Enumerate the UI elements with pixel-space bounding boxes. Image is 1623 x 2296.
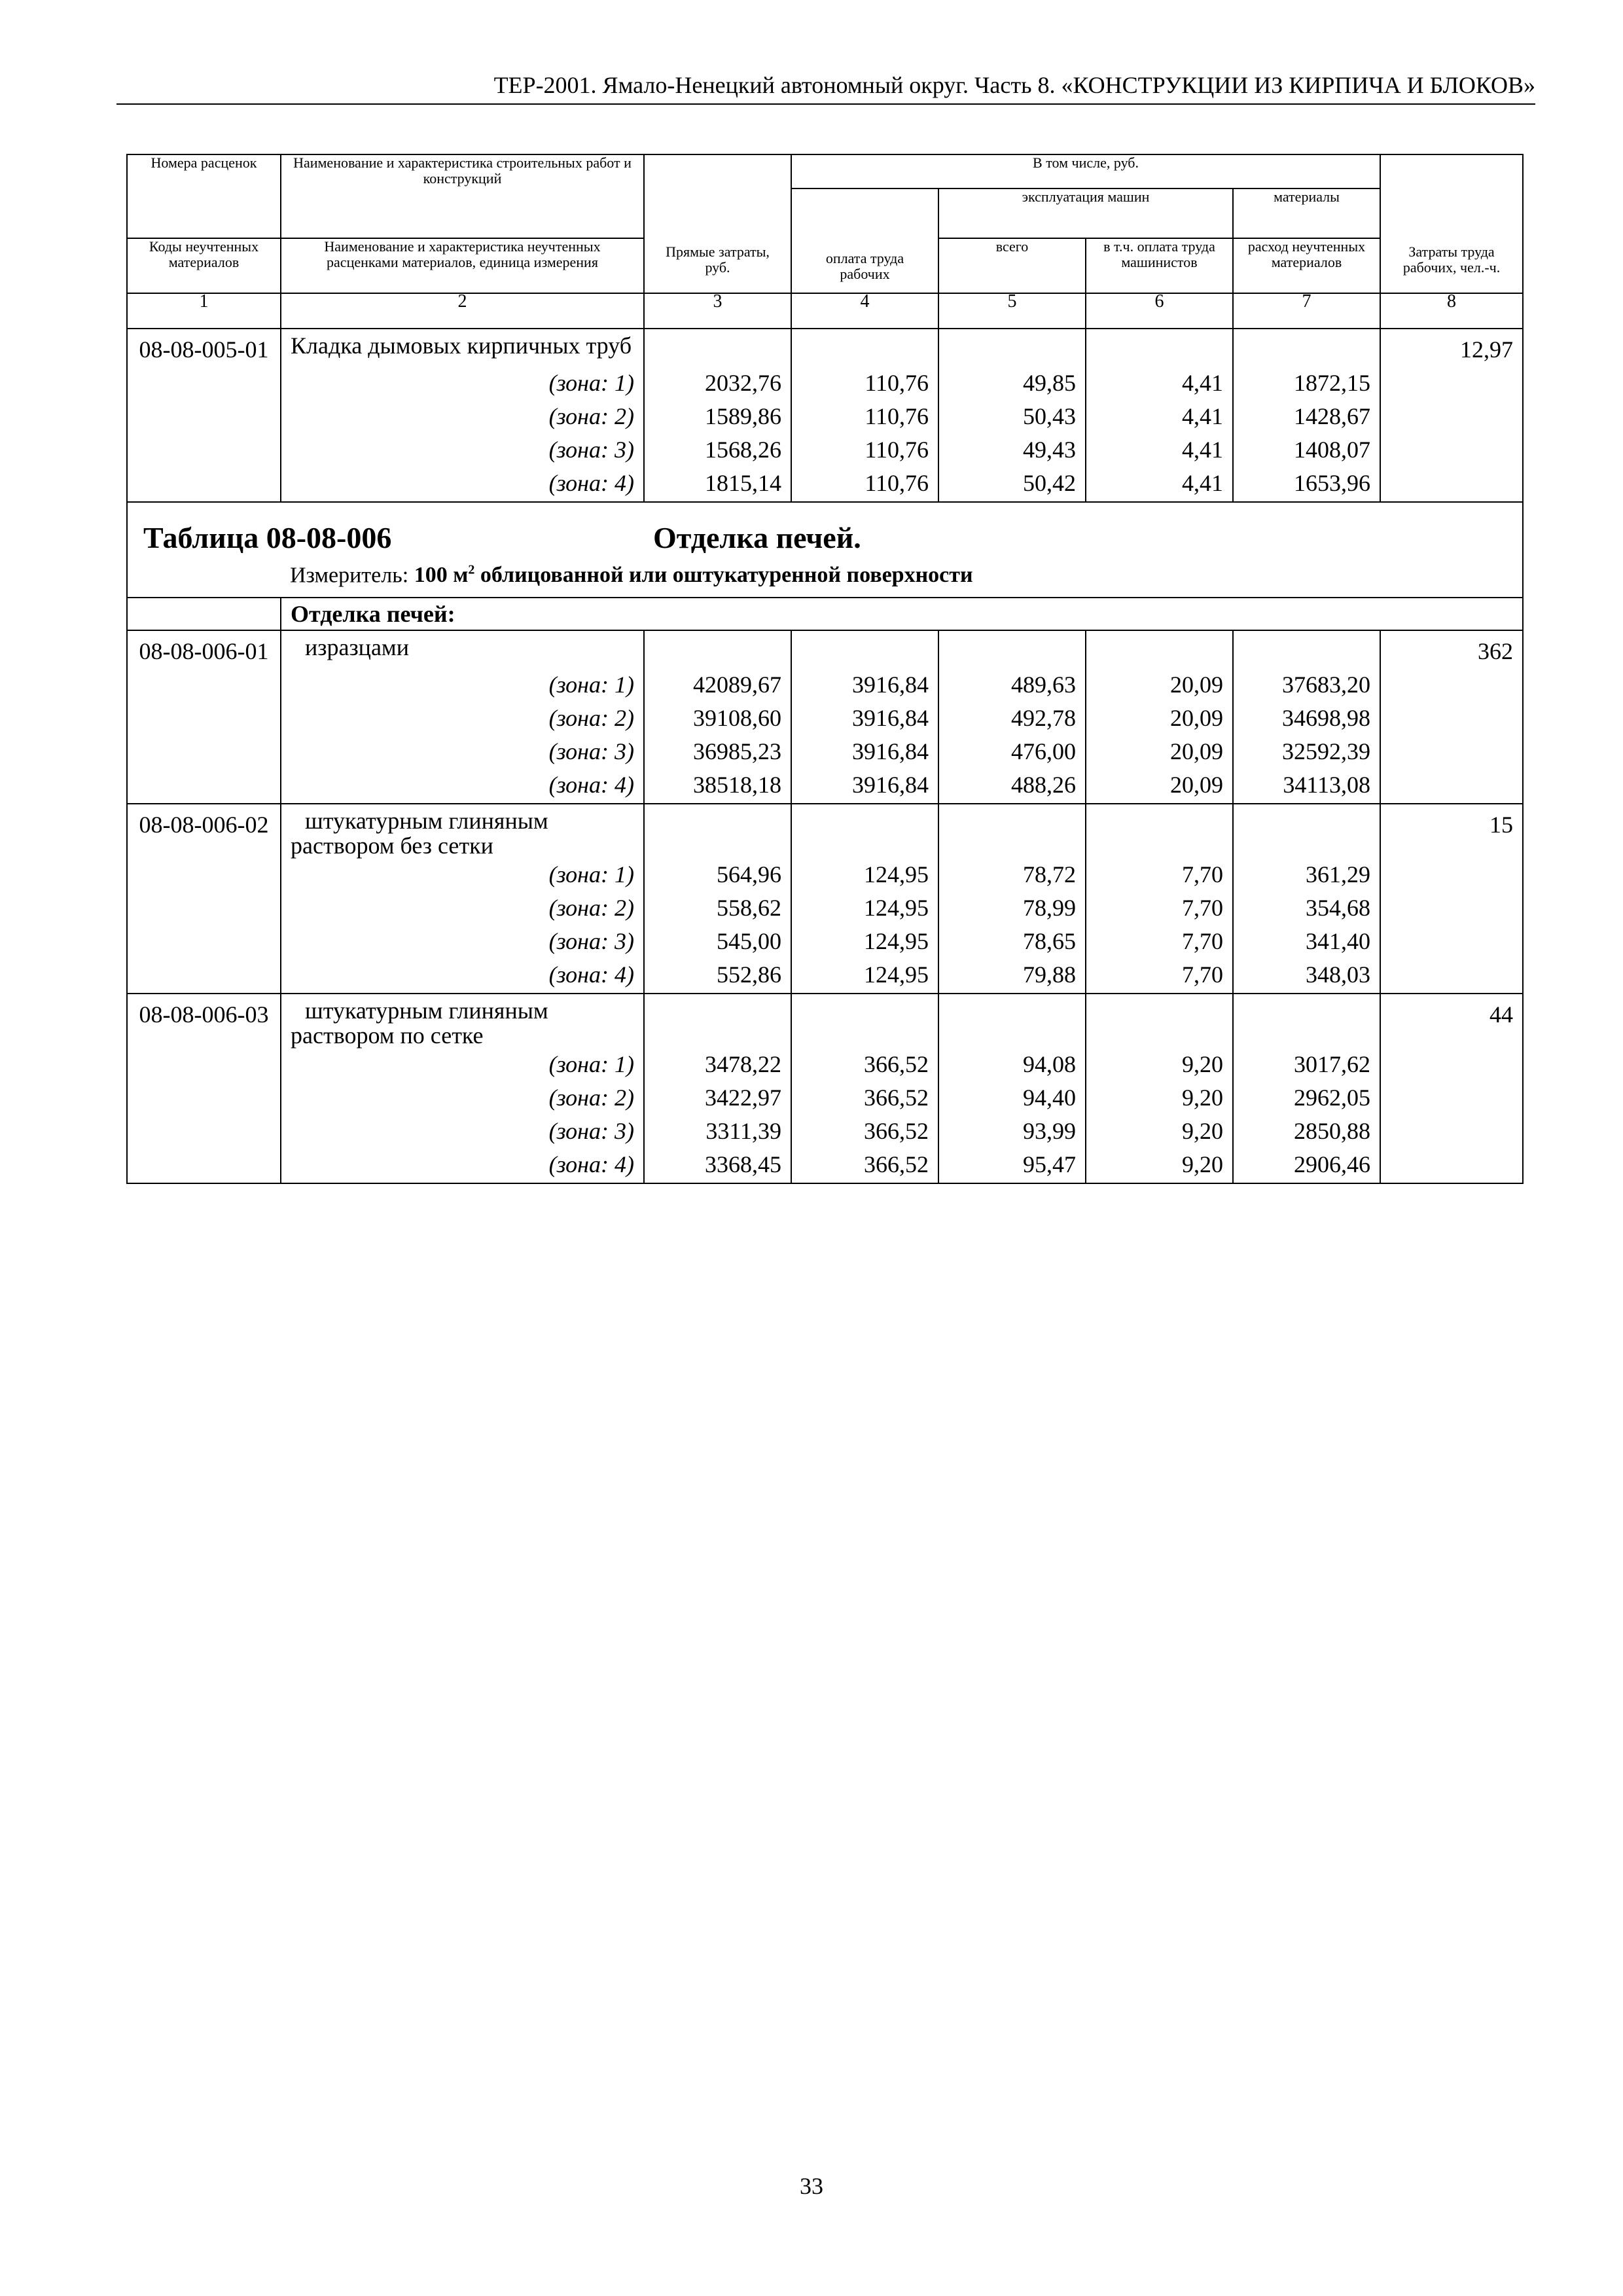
zone-row — [127, 1148, 1523, 1183]
wages-cost: 3916,84 — [791, 735, 938, 768]
page-header: ТЕР-2001. Ямало-Ненецкий автономный округ. Часть 8. «КОНСТРУКЦИИ ИЗ КИРПИЧА И БЛОКОВ» — [493, 72, 1535, 98]
zone-row — [127, 1081, 1523, 1115]
empty-cell — [1380, 467, 1523, 502]
col-materials: расход неучтенных материалов — [1233, 238, 1380, 293]
zone-label: (зона: 1) — [281, 367, 644, 400]
empty-cell — [644, 804, 791, 858]
group-materials: материалы — [1233, 188, 1380, 238]
rate-name: штукатурным глиняным раствором без сетки — [281, 804, 644, 858]
empty-cell — [127, 1148, 281, 1183]
direct-cost: 1815,14 — [644, 467, 791, 502]
group-incl: В том числе, руб. — [791, 154, 1380, 188]
direct-cost: 3311,39 — [644, 1115, 791, 1148]
direct-cost: 545,00 — [644, 925, 791, 958]
empty-cell — [1380, 958, 1523, 994]
empty-cell — [127, 668, 281, 702]
machines-cost: 95,47 — [938, 1148, 1086, 1183]
machines-cost: 49,43 — [938, 433, 1086, 467]
empty-cell — [127, 1081, 281, 1115]
zone-row — [127, 768, 1523, 804]
wages-cost: 110,76 — [791, 433, 938, 467]
direct-cost: 558,62 — [644, 891, 791, 925]
materials-cost: 37683,20 — [1233, 668, 1380, 702]
labor-cost: 15 — [1380, 804, 1523, 858]
materials-cost: 1408,07 — [1233, 433, 1380, 467]
table-name: Отделка печей. — [653, 521, 861, 554]
empty-cell — [1380, 1048, 1523, 1081]
empty-cell — [1233, 804, 1380, 858]
empty-cell — [1380, 768, 1523, 804]
col-number: 3 — [644, 293, 791, 329]
empty-cell — [127, 1115, 281, 1148]
materials-cost: 2906,46 — [1233, 1148, 1380, 1183]
direct-cost: 3478,22 — [644, 1048, 791, 1081]
zone-row — [127, 1048, 1523, 1081]
empty-cell — [1380, 735, 1523, 768]
zone-label: (зона: 2) — [281, 400, 644, 433]
materials-cost: 348,03 — [1233, 958, 1380, 994]
machines-cost: 489,63 — [938, 668, 1086, 702]
zone-label: (зона: 3) — [281, 433, 644, 467]
rate-name: штукатурным глиняным раствором по сетке — [281, 994, 644, 1048]
machines-cost: 488,26 — [938, 768, 1086, 804]
empty-cell — [644, 630, 791, 668]
empty-cell — [1380, 1081, 1523, 1115]
col-number: 5 — [938, 293, 1086, 329]
machines-wages-cost: 20,09 — [1086, 668, 1233, 702]
zone-row — [127, 367, 1523, 400]
rate-code: 08-08-006-03 — [127, 994, 281, 1048]
zone-label: (зона: 3) — [281, 1115, 644, 1148]
col-machines-total: всего — [938, 238, 1086, 293]
meter-sup: 2 — [468, 563, 475, 577]
machines-cost: 94,40 — [938, 1081, 1086, 1115]
machines-cost: 94,08 — [938, 1048, 1086, 1081]
empty-cell — [127, 400, 281, 433]
empty-cell — [791, 630, 938, 668]
zone-row — [127, 668, 1523, 702]
zone-row — [127, 702, 1523, 735]
col-labor: Затраты труда рабочих, чел.-ч. — [1380, 154, 1523, 293]
materials-cost: 2850,88 — [1233, 1115, 1380, 1148]
direct-cost: 552,86 — [644, 958, 791, 994]
machines-wages-cost: 4,41 — [1086, 433, 1233, 467]
direct-cost: 36985,23 — [644, 735, 791, 768]
zone-label: (зона: 4) — [281, 1148, 644, 1183]
direct-cost: 42089,67 — [644, 668, 791, 702]
machines-wages-cost: 7,70 — [1086, 925, 1233, 958]
block-08-08-006 — [127, 630, 1523, 1183]
zone-label: (зона: 3) — [281, 735, 644, 768]
materials-cost: 34698,98 — [1233, 702, 1380, 735]
empty-cell — [1380, 925, 1523, 958]
zone-label: (зона: 3) — [281, 925, 644, 958]
direct-cost: 1589,86 — [644, 400, 791, 433]
materials-cost: 1872,15 — [1233, 367, 1380, 400]
machines-wages-cost: 4,41 — [1086, 467, 1233, 502]
rate-code: 08-08-006-02 — [127, 804, 281, 858]
empty-cell — [127, 367, 281, 400]
machines-wages-cost: 9,20 — [1086, 1115, 1233, 1148]
col-wages: оплата труда рабочих — [791, 188, 938, 293]
zone-row — [127, 958, 1523, 994]
machines-cost: 78,72 — [938, 858, 1086, 891]
machines-cost: 93,99 — [938, 1115, 1086, 1148]
wages-cost: 124,95 — [791, 891, 938, 925]
empty-cell — [127, 768, 281, 804]
empty-cell — [938, 804, 1086, 858]
empty-cell — [1380, 858, 1523, 891]
rate-name: Кладка дымовых кирпичных труб — [281, 329, 644, 367]
col-number: 7 — [1233, 293, 1380, 329]
wages-cost: 366,52 — [791, 1048, 938, 1081]
empty-cell — [1380, 1115, 1523, 1148]
wages-cost: 366,52 — [791, 1115, 938, 1148]
wages-cost: 124,95 — [791, 925, 938, 958]
machines-wages-cost: 4,41 — [1086, 367, 1233, 400]
wages-cost: 110,76 — [791, 367, 938, 400]
section-code-cell — [127, 598, 281, 630]
zone-row — [127, 467, 1523, 502]
empty-cell — [1086, 329, 1233, 367]
group-machines: эксплуатация машин — [938, 188, 1233, 238]
wages-cost: 124,95 — [791, 958, 938, 994]
empty-cell — [1233, 994, 1380, 1048]
zone-label: (зона: 2) — [281, 1081, 644, 1115]
machines-cost: 492,78 — [938, 702, 1086, 735]
labor-cost: 44 — [1380, 994, 1523, 1048]
materials-cost: 34113,08 — [1233, 768, 1380, 804]
machines-cost: 79,88 — [938, 958, 1086, 994]
zone-row — [127, 433, 1523, 467]
zone-label: (зона: 4) — [281, 768, 644, 804]
table-meter — [143, 556, 1513, 594]
col-number: 8 — [1380, 293, 1523, 329]
materials-cost: 1428,67 — [1233, 400, 1380, 433]
machines-cost: 50,43 — [938, 400, 1086, 433]
table-head — [127, 154, 1523, 329]
rate-code: 08-08-005-01 — [127, 329, 281, 367]
machines-wages-cost: 9,20 — [1086, 1148, 1233, 1183]
empty-cell — [127, 702, 281, 735]
empty-cell — [1380, 702, 1523, 735]
zone-row — [127, 925, 1523, 958]
empty-cell — [791, 804, 938, 858]
rate-name: изразцами — [281, 630, 644, 668]
machines-wages-cost: 7,70 — [1086, 858, 1233, 891]
rate-code: 08-08-006-01 — [127, 630, 281, 668]
empty-cell — [644, 329, 791, 367]
zone-label: (зона: 2) — [281, 891, 644, 925]
empty-cell — [1380, 1148, 1523, 1183]
empty-cell — [1233, 329, 1380, 367]
machines-wages-cost: 7,70 — [1086, 891, 1233, 925]
materials-cost: 354,68 — [1233, 891, 1380, 925]
materials-cost: 32592,39 — [1233, 735, 1380, 768]
direct-cost: 3422,97 — [644, 1081, 791, 1115]
machines-wages-cost: 4,41 — [1086, 400, 1233, 433]
empty-cell — [938, 329, 1086, 367]
wages-cost: 3916,84 — [791, 768, 938, 804]
machines-wages-cost: 20,09 — [1086, 735, 1233, 768]
table-title — [127, 502, 1523, 598]
empty-cell — [127, 735, 281, 768]
materials-cost: 341,40 — [1233, 925, 1380, 958]
direct-cost: 2032,76 — [644, 367, 791, 400]
zone-row — [127, 858, 1523, 891]
direct-cost: 564,96 — [644, 858, 791, 891]
machines-cost: 49,85 — [938, 367, 1086, 400]
empty-cell — [127, 1048, 281, 1081]
direct-cost: 39108,60 — [644, 702, 791, 735]
materials-cost: 361,29 — [1233, 858, 1380, 891]
empty-cell — [127, 958, 281, 994]
empty-cell — [791, 994, 938, 1048]
wages-cost: 366,52 — [791, 1148, 938, 1183]
materials-cost: 1653,96 — [1233, 467, 1380, 502]
machines-cost: 50,42 — [938, 467, 1086, 502]
machines-wages-cost: 9,20 — [1086, 1081, 1233, 1115]
empty-cell — [791, 329, 938, 367]
col-code-top: Номера расценок — [127, 154, 281, 238]
empty-cell — [1086, 994, 1233, 1048]
zone-label: (зона: 4) — [281, 958, 644, 994]
empty-cell — [938, 630, 1086, 668]
table-row — [127, 630, 1523, 668]
machines-wages-cost: 9,20 — [1086, 1048, 1233, 1081]
labor-cost: 12,97 — [1380, 329, 1523, 367]
materials-cost: 3017,62 — [1233, 1048, 1380, 1081]
table-row — [127, 804, 1523, 858]
machines-cost: 78,65 — [938, 925, 1086, 958]
zone-label: (зона: 4) — [281, 467, 644, 502]
header-rule — [116, 103, 1535, 105]
col-machines-wages: в т.ч. оплата труда машинистов — [1086, 238, 1233, 293]
meter-rest: облицованной или оштукатуренной поверхности — [474, 563, 973, 588]
empty-cell — [1086, 630, 1233, 668]
machines-cost: 476,00 — [938, 735, 1086, 768]
empty-cell — [1380, 891, 1523, 925]
zone-row — [127, 1115, 1523, 1148]
empty-cell — [1380, 400, 1523, 433]
page-number: 33 — [800, 2173, 823, 2199]
empty-cell — [1380, 367, 1523, 400]
zone-row — [127, 400, 1523, 433]
direct-cost: 1568,26 — [644, 433, 791, 467]
empty-cell — [127, 467, 281, 502]
empty-cell — [1380, 433, 1523, 467]
wages-cost: 110,76 — [791, 467, 938, 502]
machines-cost: 78,99 — [938, 891, 1086, 925]
zone-label: (зона: 1) — [281, 1048, 644, 1081]
direct-cost: 3368,45 — [644, 1148, 791, 1183]
empty-cell — [1233, 630, 1380, 668]
materials-cost: 2962,05 — [1233, 1081, 1380, 1115]
empty-cell — [127, 858, 281, 891]
col-name-bottom: Наименование и характеристика неучтенных расценками материалов, единица измерения — [281, 238, 644, 293]
wages-cost: 3916,84 — [791, 668, 938, 702]
table-code: Таблица 08-08-006 — [143, 521, 392, 554]
machines-wages-cost: 7,70 — [1086, 958, 1233, 994]
table-row — [127, 994, 1523, 1048]
col-number: 6 — [1086, 293, 1233, 329]
empty-cell — [127, 925, 281, 958]
empty-cell — [127, 891, 281, 925]
empty-cell — [644, 994, 791, 1048]
empty-cell — [1380, 668, 1523, 702]
empty-cell — [938, 994, 1086, 1048]
col-number: 4 — [791, 293, 938, 329]
wages-cost: 124,95 — [791, 858, 938, 891]
zone-label: (зона: 1) — [281, 858, 644, 891]
wages-cost: 3916,84 — [791, 702, 938, 735]
col-number: 2 — [281, 293, 644, 329]
col-name-top: Наименование и характеристика строительных работ и конструкций — [281, 154, 644, 238]
col-number: 1 — [127, 293, 281, 329]
machines-wages-cost: 20,09 — [1086, 702, 1233, 735]
meter-prefix: Измеритель: — [290, 563, 414, 588]
direct-cost: 38518,18 — [644, 768, 791, 804]
zone-row — [127, 735, 1523, 768]
wages-cost: 110,76 — [791, 400, 938, 433]
section-title: Отделка печей: — [281, 598, 1523, 630]
wages-cost: 366,52 — [791, 1081, 938, 1115]
zone-row — [127, 891, 1523, 925]
empty-cell — [127, 433, 281, 467]
meter-unit: 100 м — [414, 563, 469, 588]
zone-label: (зона: 2) — [281, 702, 644, 735]
machines-wages-cost: 20,09 — [1086, 768, 1233, 804]
rates-table — [126, 154, 1524, 1184]
col-code-bottom: Коды неучтенных материалов — [127, 238, 281, 293]
table-title-block — [127, 502, 1523, 630]
labor-cost: 362 — [1380, 630, 1523, 668]
col-direct: Прямые затраты, руб. — [644, 154, 791, 293]
block-08-08-005 — [127, 329, 1523, 502]
zone-label: (зона: 1) — [281, 668, 644, 702]
empty-cell — [1086, 804, 1233, 858]
table-row — [127, 329, 1523, 367]
